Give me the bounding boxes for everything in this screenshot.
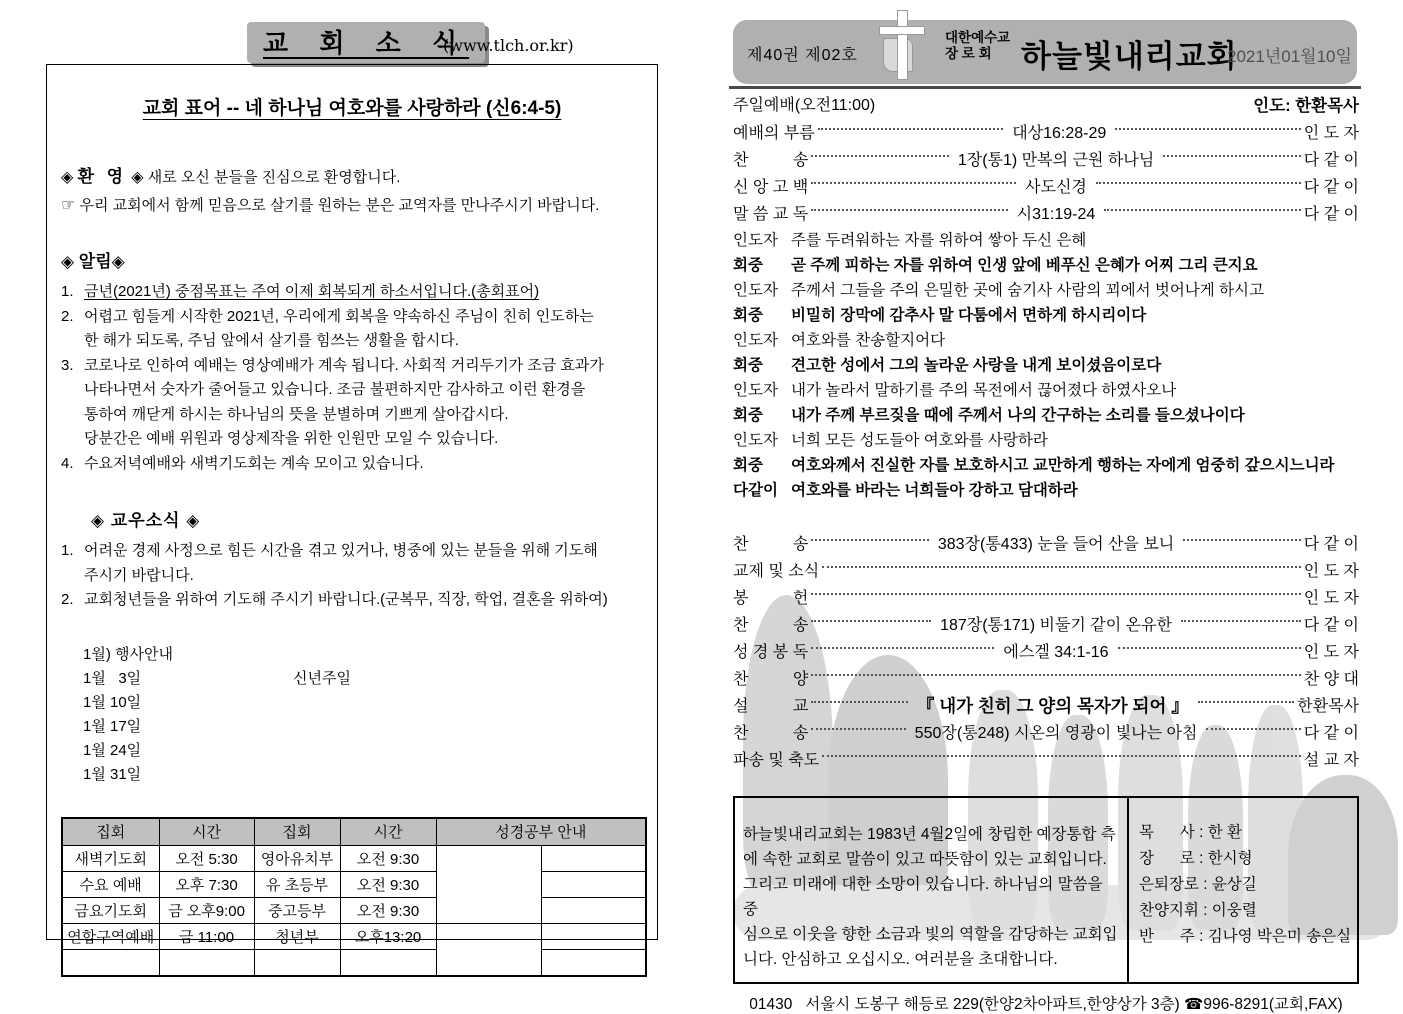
order-label: 신 앙 고 백 bbox=[733, 179, 809, 196]
notice-line: 한 해가 되도록, 주님 앞에서 살기를 힘쓰는 생활을 합시다. bbox=[84, 332, 459, 349]
dotted-leader bbox=[1198, 693, 1294, 703]
church-motto: 교회 표어 -- 네 하나님 여호와를 사랑하라 (신6:4-5) bbox=[142, 98, 562, 119]
item-number: 3. bbox=[61, 356, 74, 374]
service-title: 주일예배(오전11:00) bbox=[733, 97, 876, 114]
notice-item bbox=[61, 354, 643, 452]
church-description bbox=[735, 798, 1127, 982]
order-row bbox=[733, 147, 1359, 174]
order-performer: 인 도 자 bbox=[1303, 125, 1360, 142]
responsive-reading-line bbox=[733, 478, 1359, 503]
order-performer: 다 같 이 bbox=[1303, 206, 1359, 223]
diamond-icon: ◈ bbox=[61, 169, 74, 186]
order-label: 예배의 부름 bbox=[733, 125, 815, 142]
order-row bbox=[733, 585, 1359, 612]
speaker-label: 인도자 bbox=[733, 382, 778, 399]
order-row bbox=[733, 666, 1359, 693]
notice-item bbox=[61, 452, 643, 477]
description-line: 하늘빛내리교회는 1983년 4월2일에 창립한 예장통합 측 bbox=[743, 826, 1116, 843]
welcome-line bbox=[61, 162, 643, 187]
member-news-item bbox=[61, 588, 643, 613]
empty-cell bbox=[340, 950, 436, 976]
service-leader: 인도: 한환목사 bbox=[1253, 97, 1359, 115]
table-row bbox=[62, 950, 646, 976]
cell: 새벽기도회 bbox=[62, 846, 159, 872]
responsive-reading-line bbox=[733, 278, 1359, 303]
cell: 금요기도회 bbox=[62, 898, 159, 924]
order-label: 찬 송 bbox=[733, 536, 809, 553]
dotted-leader bbox=[811, 612, 931, 622]
cross-horizontal-bar bbox=[879, 26, 925, 35]
welcome-text: 새로 오신 분들을 진심으로 환영합니다. bbox=[147, 169, 401, 186]
pointing-hand-icon: ☞ bbox=[61, 197, 76, 214]
reading-text: 내가 놀라서 말하기를 주의 목전에서 끊어졌다 하였사오나 bbox=[791, 382, 1177, 399]
order-row bbox=[733, 531, 1359, 558]
speaker-label: 인도자 bbox=[733, 232, 778, 249]
staff-line: 찬양지휘 : 이웅렬 bbox=[1139, 902, 1257, 919]
member-news-item bbox=[61, 539, 643, 588]
cell: 유 초등부 bbox=[254, 872, 340, 898]
denomination-line2: 장 로 회 bbox=[945, 46, 992, 61]
event-name: 신년주일 bbox=[293, 669, 351, 687]
reading-text: 곧 주께 피하는 자를 위하여 인생 앞에 베푸신 은혜가 어찌 그리 큰지요 bbox=[791, 257, 1258, 274]
reading-text: 주를 두려워하는 자를 위하여 쌓아 두신 은혜 bbox=[791, 232, 1087, 249]
denomination-line1: 대한예수교 bbox=[945, 30, 1011, 45]
dotted-leader bbox=[1206, 720, 1300, 730]
speaker-label: 인도자 bbox=[733, 332, 778, 349]
item-number: 1. bbox=[61, 283, 74, 300]
reading-text: 여호와를 찬송할지어다 bbox=[791, 332, 946, 349]
member-news-heading: ◈ 교우소식 ◈ bbox=[91, 511, 201, 530]
cell: 오전 5:30 bbox=[159, 846, 254, 872]
order-performer: 설 교 자 bbox=[1303, 752, 1359, 769]
cell: 오전 9:30 bbox=[340, 846, 436, 872]
event-row bbox=[83, 715, 643, 739]
member-news-line: 어려운 경제 사정으로 힘든 시간을 겪고 있거나, 병중에 있는 분들을 위해 기도해 bbox=[84, 542, 598, 559]
description-line: 심으로 이웃을 향한 소금과 빛의 역할을 감당하는 교회입 bbox=[743, 926, 1118, 943]
empty-cell bbox=[254, 950, 340, 976]
phone-number: 996-8291(교회,FAX) bbox=[1203, 996, 1343, 1013]
denomination-label bbox=[945, 30, 1010, 62]
column-header: 집회 bbox=[254, 818, 340, 846]
cell: 오후 7:30 bbox=[159, 872, 254, 898]
member-news-line: 교회청년들을 위하여 기도해 주시기 바랍니다.(군복무, 직장, 학업, 결혼을 위하여) bbox=[84, 591, 608, 608]
event-date: 1월 24일 bbox=[83, 741, 142, 759]
dotted-leader bbox=[811, 201, 1007, 211]
dotted-leader bbox=[822, 747, 1301, 757]
order-performer: 다 같 이 bbox=[1303, 617, 1359, 634]
dotted-leader bbox=[1163, 147, 1301, 157]
church-info-box bbox=[733, 796, 1359, 984]
church-address bbox=[733, 992, 1359, 1014]
church-name: 하늘빛내리교회 bbox=[1021, 39, 1238, 74]
meeting-schedule-table bbox=[61, 817, 647, 977]
order-performer: 다 같 이 bbox=[1303, 725, 1359, 742]
order-performer: 다 같 이 bbox=[1303, 179, 1360, 196]
cross-vertical-bar bbox=[897, 10, 908, 80]
event-date: 1월 17일 bbox=[83, 717, 142, 735]
order-performer: 찬 양 대 bbox=[1303, 671, 1359, 688]
empty-cell bbox=[541, 872, 646, 898]
order-row bbox=[733, 693, 1359, 720]
order-label: 봉 헌 bbox=[733, 590, 809, 607]
issue-date: 2021년01월10일 bbox=[1227, 47, 1352, 66]
column-header: 시간 bbox=[340, 818, 436, 846]
speaker-label: 인도자 bbox=[733, 432, 778, 449]
member-news-line: 주시기 바랍니다. bbox=[84, 566, 194, 584]
order-content: 대상16:28-29 bbox=[1012, 125, 1107, 142]
notice-line: 코로나로 인하여 예배는 영상예배가 계속 됩니다. 사회적 거리두기가 조금 효과가 bbox=[84, 356, 604, 374]
order-content: 사도신경 bbox=[1025, 179, 1087, 196]
speaker-label: 인도자 bbox=[733, 282, 778, 299]
event-date: 1월 31일 bbox=[83, 765, 142, 783]
notice-line: 당분간은 예배 위원과 영상제작을 위한 인원만 모일 수 있습니다. bbox=[84, 430, 499, 447]
cell: 금 오후9:00 bbox=[159, 898, 254, 924]
order-performer: 다 같 이 bbox=[1303, 536, 1359, 553]
event-row bbox=[83, 667, 643, 691]
order-performer: 인 도 자 bbox=[1303, 590, 1359, 607]
speaker-label: 다같이 bbox=[733, 482, 778, 499]
table-row bbox=[62, 872, 646, 898]
order-label: 찬 양 bbox=[733, 671, 809, 688]
speaker-label: 회중 bbox=[733, 307, 763, 324]
column-header: 시간 bbox=[159, 818, 254, 846]
order-row bbox=[733, 612, 1359, 639]
reading-text: 주께서 그들을 주의 은밀한 곳에 숨기사 사람의 꾀에서 벗어나게 하시고 bbox=[791, 282, 1264, 299]
notice-heading: ◈ 알림◈ bbox=[61, 252, 125, 271]
table-row bbox=[62, 846, 646, 872]
cell: 수요 예배 bbox=[62, 872, 159, 898]
responsive-reading-line bbox=[733, 378, 1359, 403]
event-row bbox=[83, 739, 643, 763]
order-row bbox=[733, 201, 1359, 228]
dotted-leader bbox=[811, 531, 928, 541]
empty-cell bbox=[62, 950, 159, 976]
church-news-panel bbox=[46, 64, 658, 946]
dotted-leader bbox=[1104, 201, 1300, 211]
staff-line: 장 로 : 한시형 bbox=[1139, 850, 1253, 867]
event-date: 1월 3일 bbox=[83, 669, 142, 687]
item-number: 4. bbox=[61, 454, 74, 472]
reading-text: 내가 주께 부르짖을 때에 주께서 나의 간구하는 소리를 들으셨나이다 bbox=[791, 407, 1245, 424]
responsive-reading-line bbox=[733, 353, 1359, 378]
table-row bbox=[62, 898, 646, 924]
speaker-label: 회중 bbox=[733, 407, 763, 424]
cell: 청년부 bbox=[254, 924, 340, 950]
table-header-row bbox=[62, 818, 646, 846]
event-row bbox=[83, 763, 643, 787]
order-row bbox=[733, 747, 1359, 774]
order-content: 1장(통1) 만복의 근원 하나님 bbox=[957, 152, 1155, 169]
order-row bbox=[733, 639, 1359, 666]
notice-line: 금년(2021년) 중점목표는 주여 이제 회복되게 하소서입니다.(총회표어) bbox=[84, 283, 540, 300]
left-masthead bbox=[247, 22, 574, 63]
speaker-label: 회중 bbox=[733, 257, 763, 274]
empty-cell bbox=[541, 846, 646, 872]
order-label: 성 경 봉 독 bbox=[733, 644, 809, 661]
item-number: 2. bbox=[61, 307, 74, 325]
order-label: 찬 송 bbox=[733, 617, 809, 634]
cell: 연합구역예배 bbox=[62, 924, 159, 950]
dotted-leader bbox=[811, 720, 905, 730]
order-label: 말 씀 교 독 bbox=[733, 206, 809, 223]
description-line: 니다. 안심하고 오십시오. 여러분을 초대합니다. bbox=[743, 951, 1058, 968]
events-heading: 1월) 행사안내 bbox=[83, 645, 173, 663]
header-underline bbox=[729, 86, 1361, 89]
column-header: 집회 bbox=[62, 818, 159, 846]
order-content: 550장(통248) 시온의 영광이 빛나는 아침 bbox=[914, 725, 1198, 742]
dotted-leader bbox=[811, 639, 994, 649]
reading-text: 여호와를 바라는 너희들아 강하고 담대하라 bbox=[791, 482, 1078, 499]
responsive-reading-line bbox=[733, 453, 1359, 478]
reading-text: 너희 모든 성도들아 여호와를 사랑하라 bbox=[791, 432, 1048, 449]
bulletin-title: 교 회 소 식 bbox=[263, 28, 470, 58]
bulletin-header-bar bbox=[733, 20, 1357, 84]
cell: 오전 9:30 bbox=[340, 872, 436, 898]
dotted-leader bbox=[1115, 120, 1300, 130]
cell: 금 11:00 bbox=[159, 924, 254, 950]
order-label: 파송 및 축도 bbox=[733, 752, 820, 769]
speaker-label: 회중 bbox=[733, 457, 763, 474]
order-row bbox=[733, 558, 1359, 585]
empty-cell bbox=[436, 924, 541, 976]
staff-line: 반 주 : 김나영 박은미 송은실 bbox=[1139, 928, 1352, 945]
welcome-label: 환 영 bbox=[77, 167, 128, 186]
notice-line: 통하여 깨닫게 하시는 하나님의 뜻을 분별하며 기쁘게 살아갑시다. bbox=[84, 405, 509, 423]
reading-text: 비밀히 장막에 감추사 말 다툼에서 면하게 하시리이다 bbox=[791, 307, 1147, 324]
order-row bbox=[733, 174, 1359, 201]
dotted-leader bbox=[822, 558, 1301, 568]
order-content: 383장(통433) 눈을 들어 산을 보니 bbox=[937, 536, 1175, 553]
cross-logo-icon bbox=[873, 10, 931, 82]
order-content: 187장(통171) 비둘기 같이 온유한 bbox=[940, 617, 1173, 634]
reading-text: 견고한 성에서 그의 놀라운 사랑을 내게 보이셨음이로다 bbox=[791, 357, 1162, 374]
table-row bbox=[62, 924, 646, 950]
dotted-leader bbox=[811, 174, 1016, 184]
staff-list bbox=[1127, 798, 1357, 982]
dotted-leader bbox=[1181, 612, 1301, 622]
order-content: 시31:19-24 bbox=[1016, 206, 1096, 223]
item-number: 1. bbox=[61, 542, 74, 559]
worship-order-panel bbox=[733, 92, 1359, 1014]
phone-icon: ☎ bbox=[1184, 996, 1204, 1013]
responsive-reading-line bbox=[733, 403, 1359, 428]
notice-item bbox=[61, 305, 643, 354]
empty-cell bbox=[436, 846, 541, 924]
empty-cell bbox=[541, 924, 646, 950]
cell: 오후13:20 bbox=[340, 924, 436, 950]
column-header: 성경공부 안내 bbox=[436, 818, 646, 846]
dotted-leader bbox=[1096, 174, 1301, 184]
notice-line: 어렵고 힘들게 시작한 2021년, 우리에게 회복을 약속하신 주님이 친히 인도하는 bbox=[84, 307, 594, 325]
dotted-leader bbox=[1183, 531, 1300, 541]
dotted-leader bbox=[811, 585, 1300, 595]
event-date: 1월 10일 bbox=[83, 693, 142, 711]
order-performer: 한환목사 bbox=[1297, 698, 1360, 715]
empty-cell bbox=[541, 950, 646, 976]
responsive-reading-line bbox=[733, 228, 1359, 253]
responsive-reading-line bbox=[733, 428, 1359, 453]
order-label: 설 교 bbox=[733, 698, 809, 715]
responsive-reading-line bbox=[733, 253, 1359, 278]
welcome-hand-text: 우리 교회에서 함께 믿음으로 살기를 원하는 분은 교역자를 만나주시기 바랍니다. bbox=[79, 197, 600, 214]
issue-number: 제40권 제02호 bbox=[747, 47, 858, 64]
description-line: 에 속한 교회로 말씀이 있고 따뜻함이 있는 교회입니다. bbox=[743, 851, 1107, 868]
event-row bbox=[83, 691, 643, 715]
order-performer: 인 도 자 bbox=[1303, 644, 1359, 661]
address-text: 01430 서울시 도봉구 해등로 229(한양2차아파트,한양상가 3층) bbox=[749, 996, 1185, 1013]
dotted-leader bbox=[1118, 639, 1301, 649]
dotted-leader bbox=[818, 120, 1003, 130]
staff-line: 목 사 : 한 환 bbox=[1139, 824, 1242, 841]
service-title-row bbox=[733, 92, 1359, 116]
church-website-url: (www.tlch.or.kr) bbox=[443, 36, 574, 55]
welcome-hand-line bbox=[61, 194, 643, 215]
order-performer: 인 도 자 bbox=[1303, 563, 1359, 580]
order-label: 찬 송 bbox=[733, 725, 809, 742]
reading-text: 여호와께서 진실한 자를 보호하시고 교만하게 행하는 자에게 엄중히 갚으시느니라 bbox=[791, 457, 1335, 474]
empty-cell bbox=[159, 950, 254, 976]
responsive-reading-line bbox=[733, 303, 1359, 328]
order-row bbox=[733, 120, 1359, 147]
cell: 영아유치부 bbox=[254, 846, 340, 872]
order-label: 교제 및 소식 bbox=[733, 563, 820, 580]
cell: 오전 9:30 bbox=[340, 898, 436, 924]
empty-cell bbox=[541, 898, 646, 924]
item-number: 2. bbox=[61, 591, 74, 608]
notice-item bbox=[61, 280, 643, 305]
responsive-reading-line bbox=[733, 328, 1359, 353]
notice-line: 수요저녁예배와 새벽기도회는 계속 모이고 있습니다. bbox=[84, 454, 424, 472]
order-row bbox=[733, 720, 1359, 747]
diamond-icon: ◈ bbox=[131, 169, 144, 186]
cell: 중고등부 bbox=[254, 898, 340, 924]
sermon-title: 『 내가 친히 그 양의 목자가 되어 』 bbox=[916, 696, 1189, 716]
order-label: 찬 송 bbox=[733, 152, 809, 169]
dotted-leader bbox=[811, 666, 1300, 676]
notice-line: 나타나면서 숫자가 줄어들고 있습니다. 조금 불편하지만 감사하고 이런 환경을 bbox=[84, 381, 586, 398]
order-performer: 다 같 이 bbox=[1303, 152, 1359, 169]
dotted-leader bbox=[811, 147, 949, 157]
speaker-label: 회중 bbox=[733, 357, 763, 374]
staff-line: 은퇴장로 : 윤상길 bbox=[1139, 876, 1257, 893]
dotted-leader bbox=[811, 693, 907, 703]
description-line: 그리고 미래에 대한 소망이 있습니다. 하나님의 말씀을 중 bbox=[743, 876, 1103, 918]
order-content: 에스겔 34:1-16 bbox=[1003, 644, 1109, 661]
